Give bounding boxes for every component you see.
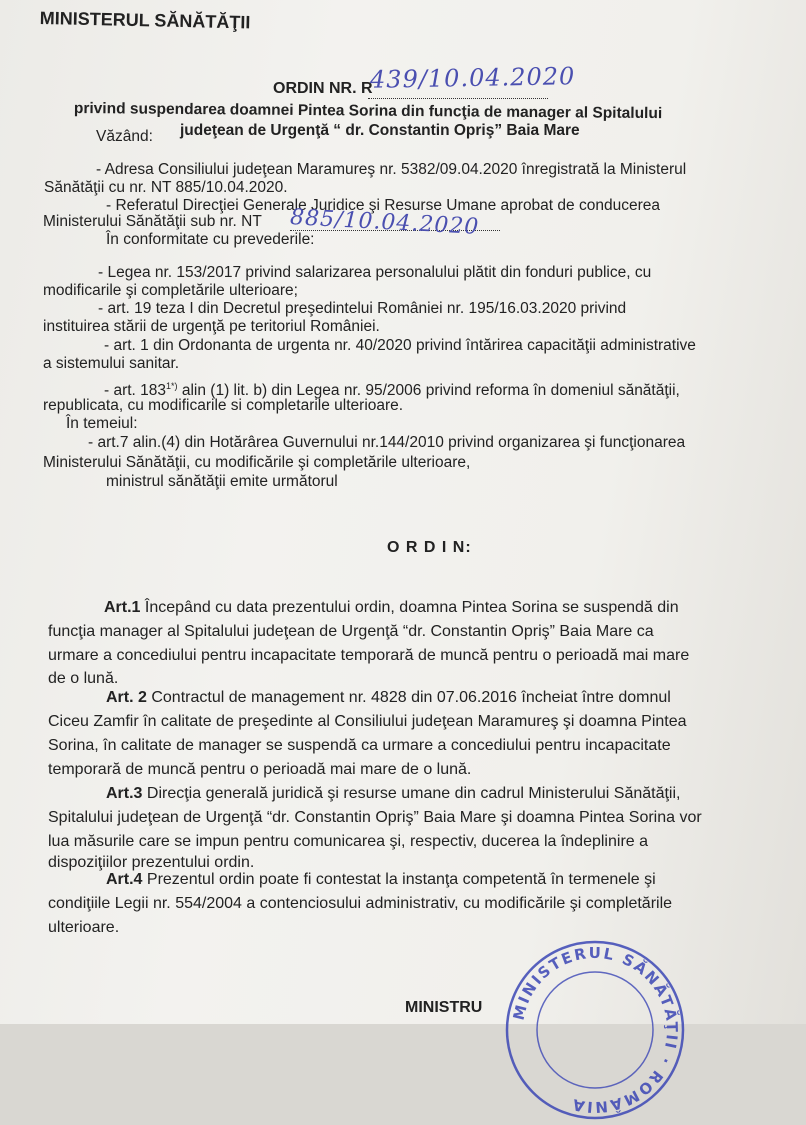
preamble-line: - Adresa Consiliului judeţean Maramureş nr. 5382/09.04.2020 înregistrată la Ministerul	[96, 161, 687, 178]
article-1-line: de o lună.	[48, 670, 119, 687]
order-heading: O R D I N:	[387, 539, 472, 556]
preamble-line: instituirea stării de urgenţă pe teritoriul României.	[43, 318, 380, 335]
article-4-line: Art.4 Prezentul ordin poate fi contestat la instanţa competentă în termenele şi	[106, 871, 656, 888]
preamble-line: ministrul sănătăţii emite următorul	[106, 473, 338, 490]
preamble-line: a sistemului sanitar.	[43, 355, 180, 372]
order-number-handwritten: 439/10.04.2020	[369, 62, 576, 94]
article-3-line: dispoziţiilor prezentului ordin.	[48, 854, 255, 871]
referat-number-handwritten: 885/10.04.2020	[289, 205, 480, 240]
ministry-header: MINISTERUL SĂNĂTĂŢII	[39, 8, 251, 33]
article-4-line: ulterioare.	[48, 919, 120, 936]
preamble-line: republicata, cu modificarile si completarile ulterioare.	[43, 397, 404, 414]
preamble-line: - Referatul Direcţiei Generale Juridice şi Resurse Umane aprobat de conducerea	[106, 197, 660, 214]
preamble-line: În conformitate cu prevederile:	[106, 231, 315, 248]
preamble-line: - art.7 alin.(4) din Hotărârea Guvernului nr.144/2010 privind organizarea şi funcţionarea	[88, 434, 686, 451]
preamble-line: - art. 19 teza I din Decretul preşedintelui României nr. 195/16.03.2020 privind	[98, 300, 627, 317]
article-2-line: Sorina, în calitate de manager se suspendă ca urmare a concediului pentru incapacitate	[48, 737, 671, 754]
official-stamp	[500, 935, 690, 1125]
article-1-line: urmare a concediului pentru incapacitate temporară de muncă pentru o perioadă mai mare	[48, 647, 690, 664]
article-3-line: Art.3 Direcţia generală juridică şi resurse umane din cadrul Ministerului Sănătăţii,	[106, 785, 681, 802]
preamble-line: În temeiul:	[66, 415, 138, 432]
article-2-line: Ciceu Zamfir în calitate de preşedinte al Consiliului judeţean Maramureş şi doamna Pintea	[48, 713, 687, 730]
preamble-line: - Legea nr. 153/2017 privind salarizarea personalului plătit din fonduri publice, cu	[98, 264, 652, 281]
preamble-line: modificarile şi completările ulterioare;	[43, 282, 298, 299]
preamble-line: Ministerului Sănătăţii sub nr. NT	[43, 213, 262, 230]
article-1-line: Art.1 Începând cu data prezentului ordin, doamna Pintea Sorina se suspendă din	[104, 599, 679, 616]
svg-text:MINISTERUL SĂNĂTĂŢII · ROMÂNIA: MINISTERUL SĂNĂTĂŢII · ROMÂNIA	[509, 943, 682, 1117]
preamble-line: - art. $183^{1*)}$ alin (1) lit. b) din Legea nr. 95/2006 privind reforma în domeniul sănătăţii,	[104, 381, 680, 400]
preamble-line: Ministerului Sănătăţii, cu modificările şi completările ulterioare,	[43, 454, 471, 471]
signature-role: MINISTRU	[405, 999, 483, 1016]
article-3-line: Spitalului judeţean de Urgenţă “dr. Constantin Opriş” Baia Mare şi doamna Pintea Sorina vor	[48, 809, 702, 826]
article-1-line: funcţia manager al Spitalului judeţean de Urgenţă “dr. Constantin Opriş” Baia Mare ca	[48, 623, 654, 640]
preamble-vazand: Văzând:	[96, 128, 153, 145]
order-number-prefix: ORDIN NR. R	[273, 80, 373, 97]
article-4-line: condiţiile Legii nr. 554/2004 a contenciosului administrativ, cu modificările şi completările	[48, 895, 673, 912]
preamble-line: Sănătăţii cu nr. NT 885/10.04.2020.	[44, 179, 288, 196]
order-subject-line-2: judeţean de Urgenţă “ dr. Constantin Opriş” Baia Mare	[180, 122, 580, 139]
article-2-line: Art. 2 Contractul de management nr. 4828 din 07.06.2016 încheiat între domnul	[106, 689, 671, 706]
preamble-line: - art. 1 din Ordonanta de urgenta nr. 40/2020 privind întărirea capacităţii administrative	[104, 337, 696, 354]
article-3-line: lua măsurile care se impun pentru comunicarea şi, respectiv, ducerea la îndeplinire a	[48, 833, 649, 850]
order-subject-line-1: privind suspendarea doamnei Pintea Sorina din funcţia de manager al Spitalului	[73, 99, 663, 123]
article-2-line: temporară de muncă pentru o perioadă mai mare de o lună.	[48, 761, 472, 778]
